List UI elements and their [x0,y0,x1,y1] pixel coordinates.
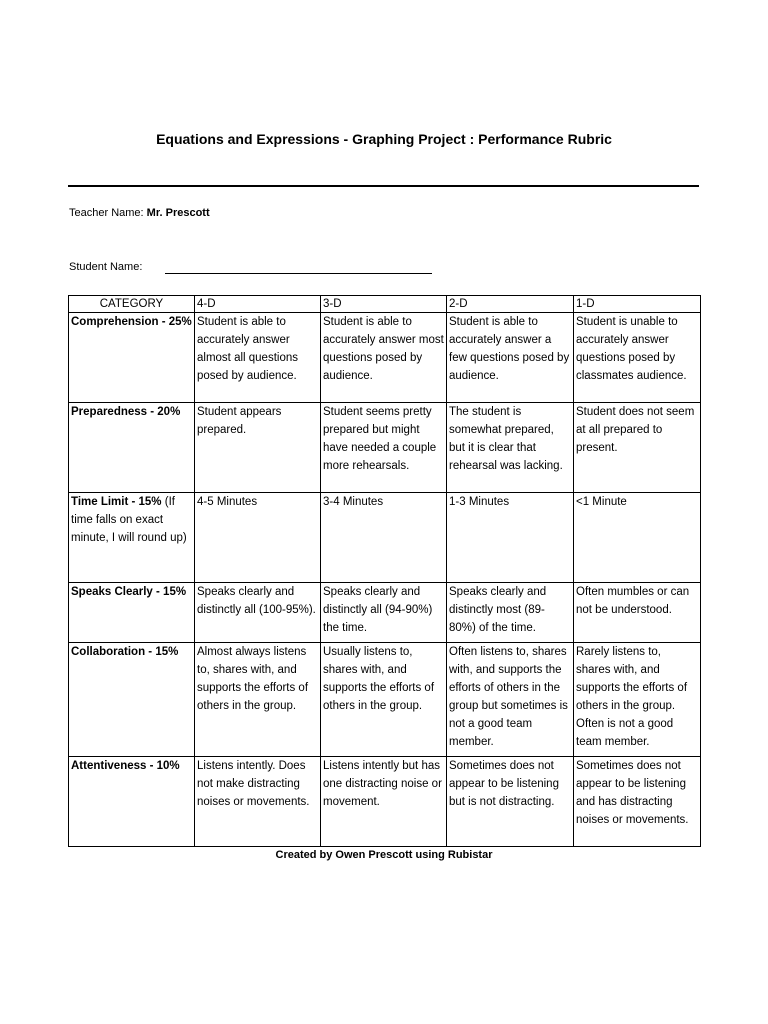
rubric-cell: Student does not seem at all prepared to present. [574,403,701,493]
category-note: (If time falls on exact minute, I will round up) [71,496,187,544]
teacher-label: Teacher Name: [69,207,144,219]
category-cell [69,403,195,493]
rubric-cell: Student is unable to accurately answer questions posed by classmates audience. [574,313,701,403]
header-level-1: 1-D [574,296,701,313]
rubric-cell: Almost always listens to, shares with, and supports the efforts of others in the group. [195,643,321,757]
table-row [69,403,701,493]
rubric-cell: Student is able to accurately answer almost all questions posed by audience. [195,313,321,403]
table-row [69,313,701,403]
rubric-cell: 1-3 Minutes [447,493,574,583]
rubric-table [68,295,701,847]
rubric-cell: <1 Minute [574,493,701,583]
category-cell [69,583,195,643]
rubric-cell: Often listens to, shares with, and supports the efforts of others in the group but sometimes is not a good team member. [447,643,574,757]
teacher-line [69,207,210,219]
rubric-cell: Listens intently but has one distracting noise or movement. [321,757,447,847]
rubric-cell: Often mumbles or can not be understood. [574,583,701,643]
table-row [69,493,701,583]
category-cell [69,313,195,403]
student-line [69,261,142,273]
category-cell [69,643,195,757]
category-label: Comprehension - 25% [71,316,192,328]
header-row [69,296,701,313]
rubric-cell: Listens intently. Does not make distracting noises or movements. [195,757,321,847]
rubric-cell: Student is able to accurately answer a few questions posed by audience. [447,313,574,403]
header-category: CATEGORY [69,296,195,313]
table-row [69,583,701,643]
header-level-3: 3-D [321,296,447,313]
rubric-cell: 4-5 Minutes [195,493,321,583]
category-cell [69,757,195,847]
rubric-cell: Rarely listens to, shares with, and supports the efforts of others in the group. Often is not a good team member. [574,643,701,757]
student-label: Student Name: [69,261,143,273]
header-level-2: 2-D [447,296,574,313]
category-label: Speaks Clearly - 15% [71,586,187,598]
header-level-4: 4-D [195,296,321,313]
student-name-blank [165,273,432,274]
rubric-cell: 3-4 Minutes [321,493,447,583]
rubric-cell: Speaks clearly and distinctly most (89-80%) of the time. [447,583,574,643]
rubric-cell: Speaks clearly and distinctly all (100-95%). [195,583,321,643]
teacher-name: Mr. Prescott [146,207,210,219]
table-row [69,757,701,847]
category-cell [69,493,195,583]
rubric-cell: Speaks clearly and distinctly all (94-90%) the time. [321,583,447,643]
category-label: Collaboration - 15% [71,646,179,658]
category-label: Preparedness - 20% [71,406,181,418]
title-divider [68,185,699,187]
rubric-cell: Student seems pretty prepared but might have needed a couple more rehearsals. [321,403,447,493]
rubric-cell: Student is able to accurately answer most questions posed by audience. [321,313,447,403]
category-label: Attentiveness - 10% [71,760,180,772]
rubric-cell: Sometimes does not appear to be listening but is not distracting. [447,757,574,847]
footer-credit: Created by Owen Prescott using Rubistar [275,849,493,861]
table-row [69,643,701,757]
page-title: Equations and Expressions - Graphing Project : Performance Rubric [156,131,612,147]
rubric-cell: Sometimes does not appear to be listening and has distracting noises or movements. [574,757,701,847]
rubric-cell: Student appears prepared. [195,403,321,493]
category-label: Time Limit - 15% [71,496,162,508]
rubric-cell: Usually listens to, shares with, and supports the efforts of others in the group. [321,643,447,757]
rubric-cell: The student is somewhat prepared, but it is clear that rehearsal was lacking. [447,403,574,493]
